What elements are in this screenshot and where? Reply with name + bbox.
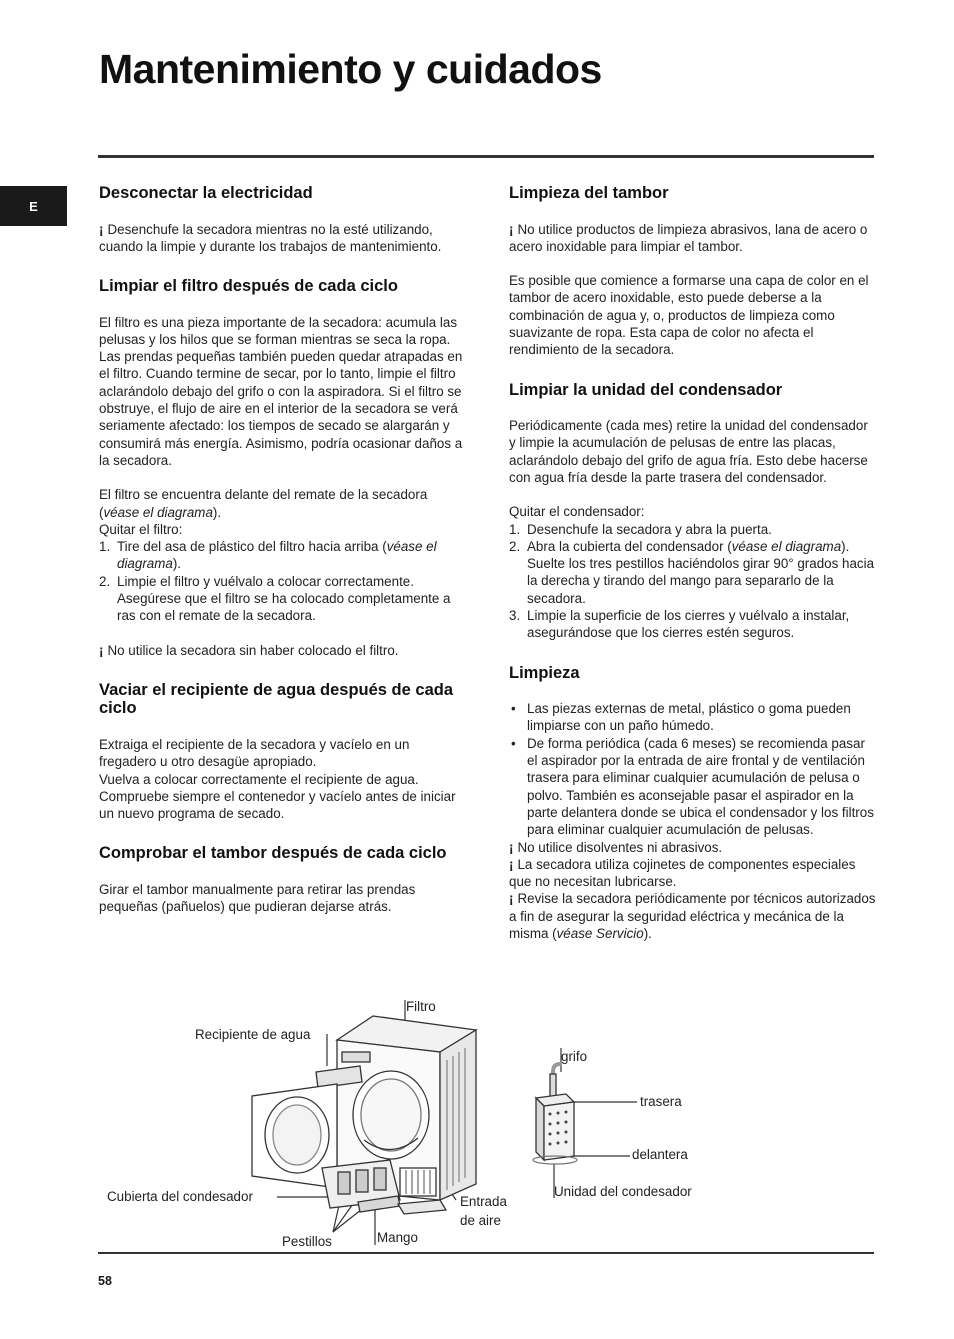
warning-limpieza-2: ¡ La secadora utiliza cojinetes de componentes especiales que no necesitan lubricarse. bbox=[509, 856, 877, 891]
warning-limpieza-1: ¡ No utilice disolventes ni abrasivos. bbox=[509, 839, 877, 856]
label-entrada-1: Entrada bbox=[460, 1194, 507, 1209]
comprobar-paragraph-1: Girar el tambor manualmente para retirar las prendas pequeñas (pañuelos) que pudieran dejarse atrás. bbox=[99, 881, 416, 915]
label-entrada-2: de aire bbox=[460, 1213, 501, 1228]
label-trasera: trasera bbox=[640, 1094, 682, 1109]
label-pestillos: Pestillos bbox=[282, 1234, 332, 1249]
heading-desconectar: Desconectar la electricidad bbox=[99, 184, 313, 202]
label-cubierta: Cubierta del condesador bbox=[107, 1189, 253, 1204]
language-tab: E bbox=[0, 186, 67, 226]
list-item: 2. Abra la cubierta del condensador (véase el diagrama). Suelte los tres pestillos haciéndolos girar 90° grados hacia la derecha y tirando del mango para separarlo de la secadora. bbox=[509, 538, 875, 606]
warning-desconectar: ¡ Desenchufe la secadora mientras no la esté utilizando, cuando la limpie y durante los trabajos de mantenimiento. bbox=[99, 221, 467, 256]
label-mango: Mango bbox=[377, 1230, 418, 1245]
warning-filtro: ¡ No utilice la secadora sin haber colocado el filtro. bbox=[99, 642, 467, 659]
list-item: 1. Tire del asa de plástico del filtro hacia arriba (véase el diagrama). bbox=[99, 539, 437, 572]
heading-recipiente: Vaciar el recipiente de agua después de cada ciclo bbox=[99, 680, 454, 718]
diagram-reference: véase el diagrama bbox=[103, 504, 213, 520]
list-item: • Las piezas externas de metal, plástico o goma pueden limpiarse con un paño húmedo. bbox=[509, 700, 877, 735]
heading-tambor: Limpieza del tambor bbox=[509, 184, 669, 202]
label-grifo: grifo bbox=[561, 1049, 588, 1064]
condensador-paragraph-2: Quitar el condensador: bbox=[509, 504, 645, 520]
condenser-illustration bbox=[533, 1064, 577, 1164]
filtro-paragraph-2: El filtro se encuentra delante del remate de la secadora (véase el diagrama). bbox=[99, 487, 428, 520]
label-delantera: delantera bbox=[632, 1147, 688, 1162]
service-reference: véase Servicio bbox=[556, 926, 644, 941]
warning-limpieza-3: ¡ Revise la secadora periódicamente por técnicos autorizados a fin de asegurar la seguridad eléctrica y mecánica de la misma (véase Servicio). bbox=[509, 890, 877, 942]
heading-condensador: Limpiar la unidad del condensador bbox=[509, 380, 783, 399]
heading-limpieza: Limpieza bbox=[509, 663, 580, 682]
label-unidad: Unidad del condesador bbox=[554, 1184, 692, 1199]
diagram-reference: véase el diagrama bbox=[117, 539, 437, 572]
list-item: 1. Desenchufe la secadora y abra la puerta. bbox=[509, 521, 772, 537]
label-filtro: Filtro bbox=[406, 999, 436, 1014]
heading-filtro: Limpiar el filtro después de cada ciclo bbox=[99, 277, 398, 296]
label-recipiente: Recipiente de agua bbox=[195, 1027, 311, 1042]
recipiente-paragraph-1: Extraiga el recipiente de la secadora y vacíelo en un fregadero u otro desagüe apropiado. bbox=[99, 736, 410, 770]
recipiente-paragraph-2: Vuelva a colocar correctamente el recipiente de agua. bbox=[99, 771, 419, 787]
bottom-divider bbox=[98, 1252, 874, 1254]
list-item: 3. Limpie la superficie de los cierres y vuélvalo a instalar, asegurándose que los cierres estén seguros. bbox=[509, 608, 850, 641]
diagram-reference: véase el diagrama bbox=[731, 538, 842, 554]
page-title: Mantenimiento y cuidados bbox=[99, 46, 602, 92]
condensador-paragraph-1: Periódicamente (cada mes) retire la unidad del condensador y limpie la acumulación de pelusas de entre las placas, aclarándolo debajo del grifo de agua fría. Esto debe hacerse con agua fría desde la parte trasera del condensador. bbox=[509, 418, 868, 485]
filtro-paragraph-3: Quitar el filtro: bbox=[99, 521, 183, 537]
tambor-paragraph-1: Es posible que comience a formarse una capa de color en el tambor de acero inoxidable, esto puede deberse a la combinación de agua y, o, productos de limpieza como suavizante de ropa. Esta capa de color no afecta el rendimiento de la secadora. bbox=[509, 273, 869, 358]
heading-comprobar: Comprobar el tambor después de cada ciclo bbox=[99, 844, 447, 863]
page-number: 58 bbox=[98, 1274, 112, 1288]
list-item: • De forma periódica (cada 6 meses) se recomienda pasar el aspirador por la entrada de aire frontal y de ventilación trasera para eliminar cualquier acumulación de pelusa o polvo. También es aconsejable pasar el aspirador en la parte delantera donde se ubica el condensador y los filtros para eliminar cualquier acumulación de pelusas. bbox=[509, 735, 877, 839]
list-item: 2. Limpie el filtro y vuélvalo a colocar correctamente. Asegúrese que el filtro se ha colocado completamente a ras con el remate de la secadora. bbox=[99, 573, 451, 624]
recipiente-paragraph-3: Compruebe siempre el contenedor y vacíelo antes de iniciar un nuevo programa de secado. bbox=[99, 788, 456, 822]
filtro-paragraph-1: El filtro es una pieza importante de la secadora: acumula las pelusas y los hilos que se forman mientras se seca la ropa. Las prendas pequeñas también pueden quedar atrapadas en el filtro. Cuando termine de secar, por lo tanto, limpie el filtro aclarándolo debajo del grifo o con la aspiradora. Si el filtro se obstruye, el flujo de aire en el interior de la secadora se verá seriamente afectado: los tiempos de secado se alargarán y consumirá más energía. Asimismo, podría ocasionar daños a la secadora. bbox=[99, 314, 463, 468]
warning-tambor: ¡ No utilice productos de limpieza abrasivos, lana de acero o acero inoxidable para limpiar el tambor. bbox=[509, 221, 877, 256]
